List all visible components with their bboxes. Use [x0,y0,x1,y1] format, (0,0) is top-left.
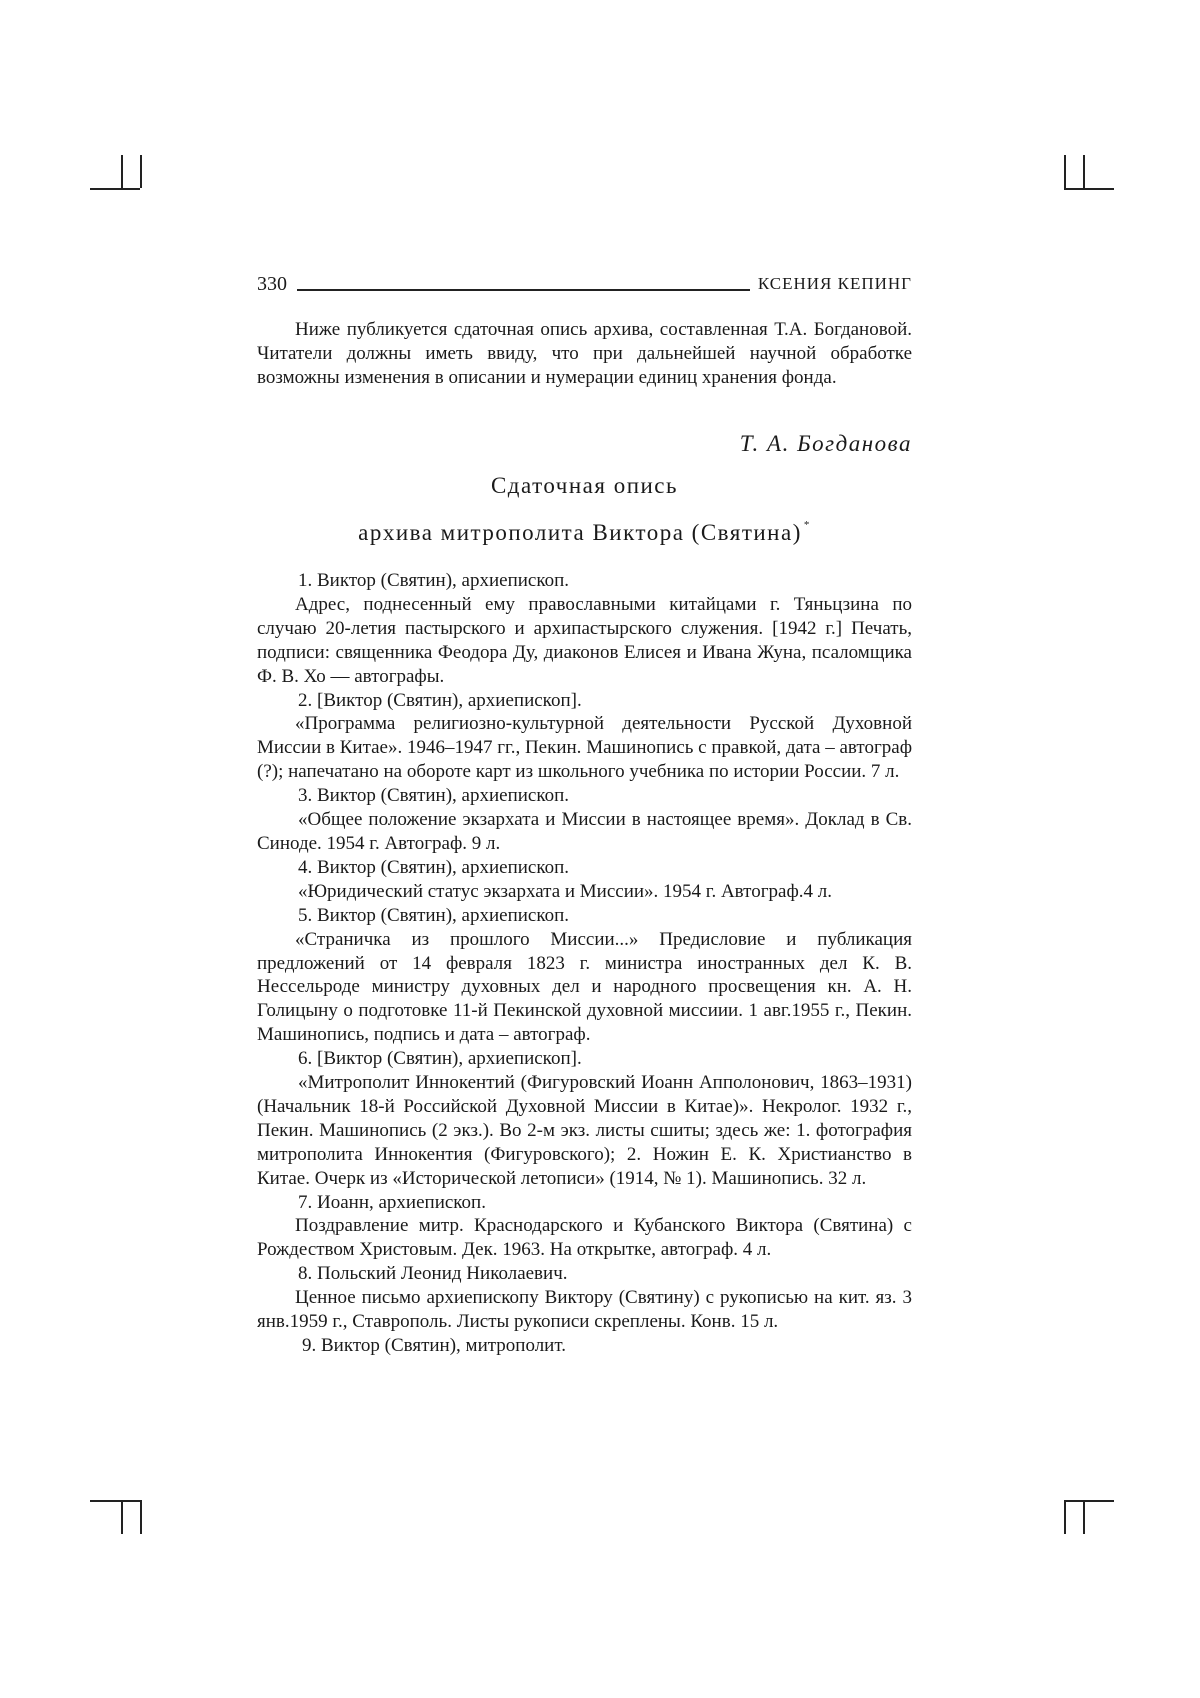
page-header [257,272,912,302]
crop-mark [1064,188,1114,190]
title-line-2: архива митрополита Виктора (Святина) [358,520,802,545]
entry-heading: 5. Виктор (Святин), архиепископ. [298,904,570,926]
entry-heading: 4. Виктор (Святин), архиепископ. [298,856,570,878]
crop-mark [140,1500,142,1534]
entry-heading: 9. Виктор (Святин), митрополит. [302,1335,566,1356]
list-item [257,1334,912,1358]
entry-heading: 3. Виктор (Святин), архиепископ. [298,785,570,807]
crop-mark [1064,1500,1066,1534]
crop-mark [140,155,142,188]
crop-mark [1064,1500,1114,1502]
list-item [257,1262,912,1334]
entry-description: Ценное письмо архиепископу Виктору (Святину) с рукописью на кит. яз. 3 янв.1959 г., Ставрополь. Листы рукописи скреплены. Конв. 15 л. [257,1287,912,1333]
title-line-1: Сдаточная опись [490,473,679,498]
entry-description: «Митрополит Иннокентий (Фигуровский Иоанн Апполонович, 1863–1931) (Начальник 18-й Российской Духовной Миссии в Китае)». Некролог. 1932 г., Пекин. Машинопись (2 экз.). Во 2-м экз. листы сшиты; здесь же: 1. фотография митрополита Иннокентия (Фигуровского); 2. Ножин Е. К. Христианство в Китае. Очерк из «Исторической летописи» (1914, № 1). Машинопись. 32 л. [257,1072,912,1189]
crop-mark [1083,1500,1085,1534]
entry-description: «Программа религиозно-культурной деятельности Русской Духовной Миссии в Китае». 1946–1947 гг., Пекин. Машинопись с правкой, дата – автограф (?); напечатано на обороте карт из школьного учебника по истории России. 7 л. [257,713,912,783]
list-item [257,1047,912,1190]
document-subtitle [257,511,912,547]
crop-mark [1064,155,1066,188]
intro-paragraph: Ниже публикуется сдаточная опись архива, составленная Т.А. Богдановой. Читатели должны иметь ввиду, что при дальнейшей научной обработке возможны изменения в описании и нумерации единиц хранения фонда. [257,319,912,388]
footnote-mark: * [803,519,811,531]
crop-mark [1083,155,1085,188]
inventory-list [257,569,912,1358]
entry-heading: 2. [Виктор (Святин), архиепископ]. [298,689,582,711]
entry-description: Адрес, поднесенный ему православными китайцами г. Тяньцзина по случаю 20-летия пастырского и архипастырского служения. [1942 г.] Печать, подписи: священника Феодора Ду, диаконов Елисея и Ивана Жуна, псаломщика Ф. В. Хо — автографы. [257,593,912,687]
document-title [257,472,912,500]
entry-description: Поздравление митр. Краснодарского и Кубанского Виктора (Святина) с Рождеством Христовым. Дек. 1963. На открытке, автограф. 4 л. [257,1215,912,1261]
list-item [257,569,912,689]
list-item [257,689,912,785]
entry-heading: 6. [Виктор (Святин), архиепископ]. [298,1048,582,1070]
entry-description: «Юридический статус экзархата и Миссии». 1954 г. Автограф.4 л. [298,880,832,902]
running-head: КСЕНИЯ КЕПИНГ [757,274,912,293]
list-item [257,856,912,904]
list-item [257,784,912,856]
crop-mark [90,188,140,190]
entry-description: «Страничка из прошлого Миссии...» Предисловие и публикация предложений от 14 февраля 1823 г. министра иностранных дел К. В. Нессельроде министру духовных дел и народного просвещения кн. А. Н. Голицыну о подготовке 11-й Пекинской духовной миссиии. 1 авг.1955 г., Пекин. Машинопись, подпись и дата – автограф. [257,928,912,1046]
article-author: Т. А. Богданова [739,431,912,456]
header-rule [297,289,750,291]
crop-mark [121,1500,123,1534]
entry-heading: 7. Иоанн, архиепископ. [298,1191,486,1213]
list-item [257,1191,912,1263]
crop-mark [121,155,123,188]
entry-description: «Общее положение экзархата и Миссии в настоящее время». Доклад в Св. Синоде. 1954 г. Автограф. 9 л. [257,809,912,854]
crop-mark [90,1500,140,1502]
page-number: 330 [257,273,287,295]
entry-heading: 8. Польский Леонид Николаевич. [298,1263,568,1285]
list-item [257,904,912,1047]
entry-heading: 1. Виктор (Святин), архиепископ. [298,570,570,591]
